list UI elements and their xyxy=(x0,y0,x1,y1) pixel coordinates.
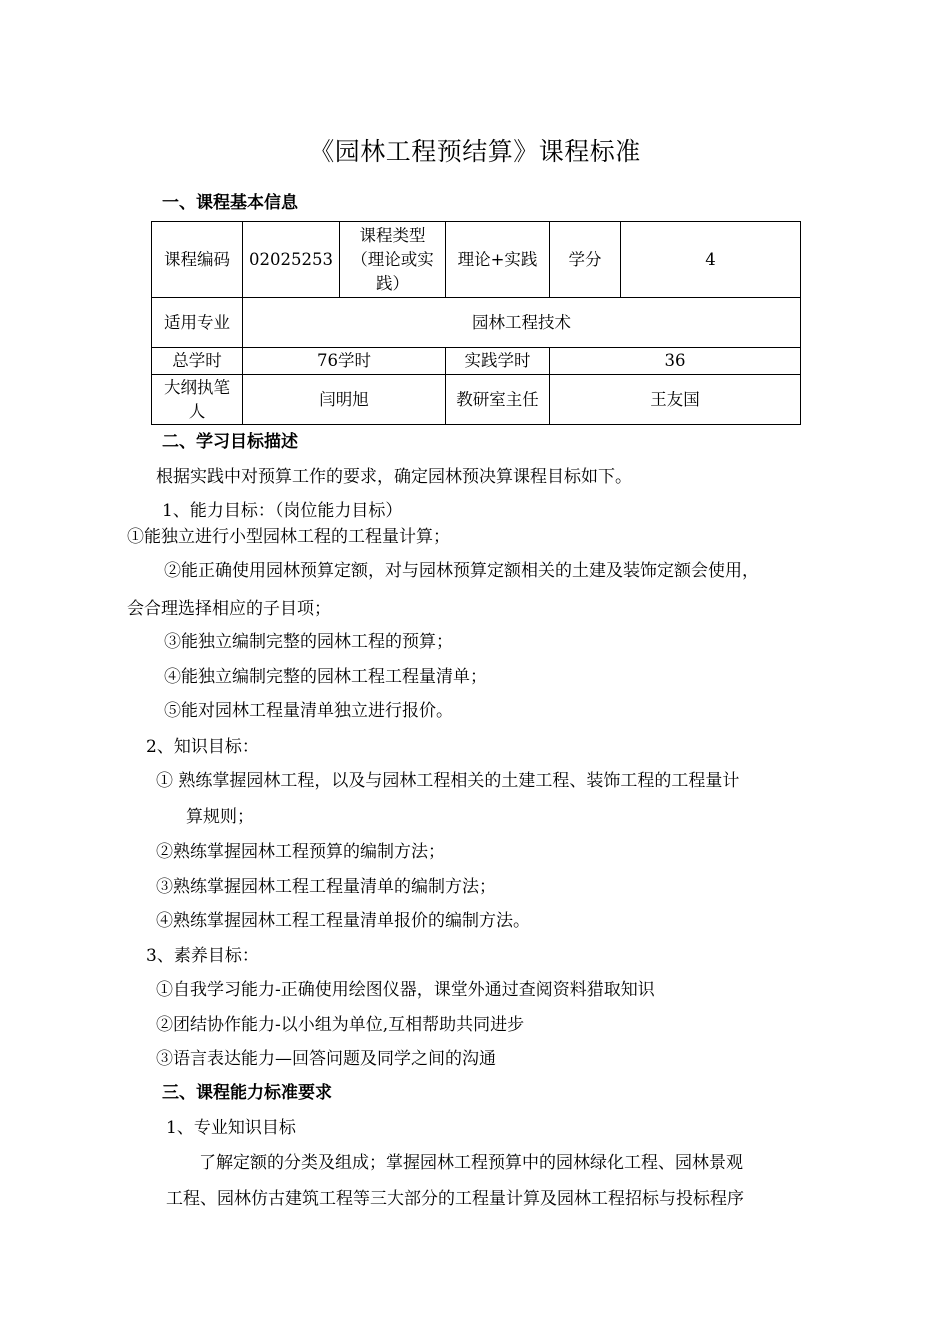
list-item: ①自我学习能力-正确使用绘图仪器，课堂外通过查阅资料猎取知识 xyxy=(156,980,655,1000)
list-item: ②熟练掌握园林工程预算的编制方法； xyxy=(156,842,445,862)
credit-label: 学分 xyxy=(550,222,621,298)
section-heading-basic-info: 一、课程基本信息 xyxy=(162,193,298,213)
ability-heading: 1、能力目标：（岗位能力目标） xyxy=(162,501,403,521)
paragraph-line: 了解定额的分类及组成；掌握园林工程预算中的园林绿化工程、园林景观 xyxy=(199,1153,743,1173)
major-label: 适用专业 xyxy=(152,298,243,348)
list-item: ③语言表达能力—回答问题及同学之间的沟通 xyxy=(156,1049,496,1069)
section-heading-ability-standards: 三、课程能力标准要求 xyxy=(162,1083,332,1103)
course-code-label: 课程编码 xyxy=(152,222,243,298)
subheading-professional-knowledge: 1、专业知识目标 xyxy=(166,1118,296,1138)
list-item: ① 熟练掌握园林工程，以及与园林工程相关的土建工程、装饰工程的工程量计 xyxy=(156,771,740,791)
major-value: 园林工程技术 xyxy=(243,298,801,348)
list-item: ②团结协作能力-以小组为单位,互相帮助共同进步 xyxy=(156,1015,525,1035)
table-row xyxy=(152,348,801,375)
course-type-label: 课程类型（理论或实践） xyxy=(340,222,446,298)
course-info-table xyxy=(151,221,801,425)
list-item: ④能独立编制完整的园林工程工程量清单； xyxy=(164,667,487,687)
list-item: ①能独立进行小型园林工程的工程量计算； xyxy=(127,527,450,547)
practice-hours-value: 36 xyxy=(550,348,801,375)
author-label: 大纲执笔人 xyxy=(152,375,243,425)
table-row xyxy=(152,375,801,425)
paragraph-line: 工程、园林仿古建筑工程等三大部分的工程量计算及园林工程招标与投标程序 xyxy=(166,1189,744,1209)
director-label: 教研室主任 xyxy=(446,375,550,425)
knowledge-heading: 2、知识目标： xyxy=(146,737,259,757)
list-item: ⑤能对园林工程量清单独立进行报价。 xyxy=(164,701,453,721)
list-item: 算规则； xyxy=(186,807,254,827)
page-title: 《园林工程预结算》课程标准 xyxy=(309,137,641,166)
list-item: ②能正确使用园林预算定额，对与园林预算定额相关的土建及装饰定额会使用， xyxy=(164,561,759,581)
list-item: 会合理选择相应的子目项； xyxy=(127,599,331,619)
section-heading-learning-goals: 二、学习目标描述 xyxy=(162,432,298,452)
course-code-value: 02025253 xyxy=(243,222,340,298)
total-hours-value: 76学时 xyxy=(243,348,446,375)
course-type-value: 理论+实践 xyxy=(446,222,550,298)
quality-heading: 3、素养目标： xyxy=(146,946,259,966)
practice-hours-label: 实践学时 xyxy=(446,348,550,375)
table-row xyxy=(152,298,801,348)
table-row xyxy=(152,222,801,298)
author-value: 闫明旭 xyxy=(243,375,446,425)
director-value: 王友国 xyxy=(550,375,801,425)
credit-value: 4 xyxy=(621,222,801,298)
list-item: ④熟练掌握园林工程工程量清单报价的编制方法。 xyxy=(156,911,530,931)
intro-paragraph: 根据实践中对预算工作的要求，确定园林预决算课程目标如下。 xyxy=(156,467,632,487)
list-item: ③能独立编制完整的园林工程的预算； xyxy=(164,632,453,652)
total-hours-label: 总学时 xyxy=(152,348,243,375)
list-item: ③熟练掌握园林工程工程量清单的编制方法； xyxy=(156,877,496,897)
